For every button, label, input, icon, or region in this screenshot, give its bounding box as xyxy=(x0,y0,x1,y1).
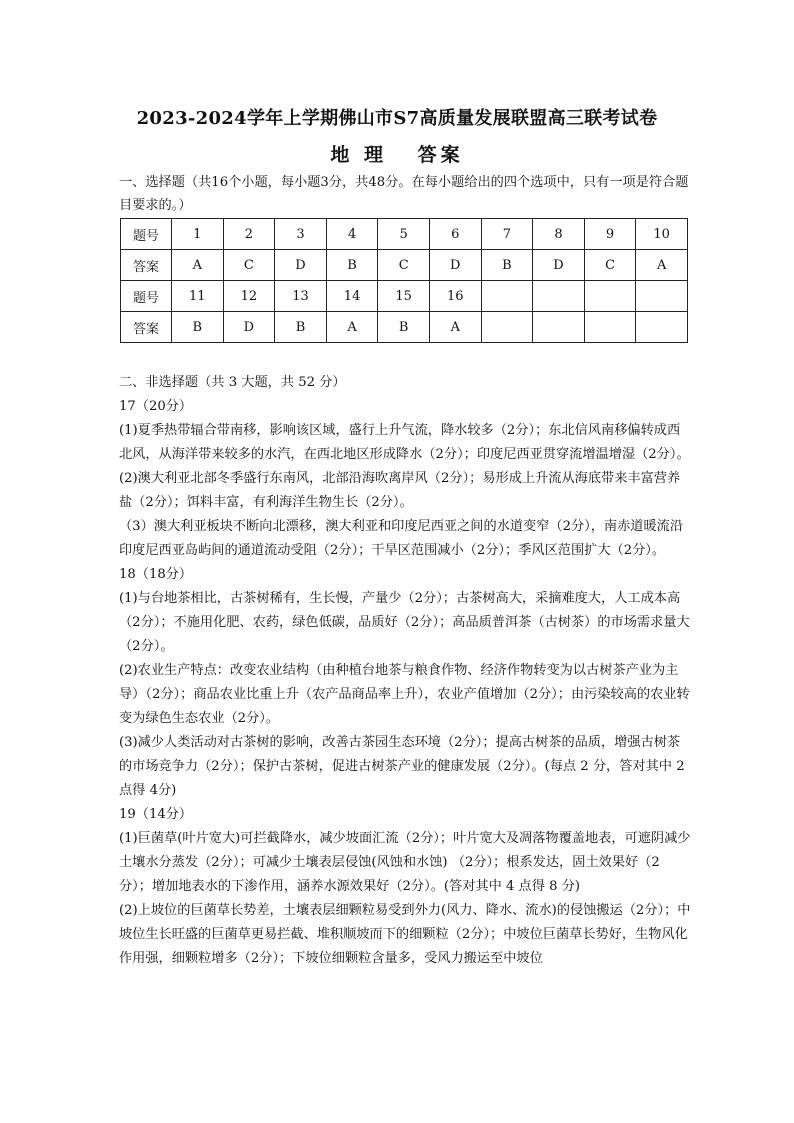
document-subtitle xyxy=(0,140,794,167)
section1-heading: 一、选择题（共16个小题，每小题3分，共48分。在每小题给出的四个选项中，只有一项是符合题目要求的。） xyxy=(119,175,689,213)
question-18-label: 18（18分） xyxy=(119,567,193,582)
table-row xyxy=(121,281,688,312)
answer-cell: D xyxy=(429,250,481,281)
section2-body xyxy=(119,371,691,971)
answer-cell: C xyxy=(223,250,275,281)
question-number xyxy=(481,281,533,312)
question-number: 6 xyxy=(429,219,481,250)
answer-cell: C xyxy=(584,250,636,281)
table-row xyxy=(121,312,688,343)
q18-answer-2: (2)农业生产特点：改变农业结构（由种植台地茶与粮食作物、经济作物转变为以古树茶产业为主导）（2分）；商品农业比重上升（农产品商品率上升），农业产值增加（2分）；由污染较高的农业转变为绿色生态农业（2分）。 xyxy=(119,663,690,726)
row-label-answer: 答案 xyxy=(121,312,172,343)
question-number: 14 xyxy=(326,281,378,312)
section2-heading: 二、非选择题（共 3 大题，共 52 分） xyxy=(119,375,346,390)
answer-cell: D xyxy=(223,312,275,343)
question-number: 5 xyxy=(378,219,430,250)
answer-cell xyxy=(533,312,585,343)
question-number: 7 xyxy=(481,219,533,250)
row-label-number: 题号 xyxy=(121,219,172,250)
question-number: 15 xyxy=(378,281,430,312)
question-number: 11 xyxy=(172,281,224,312)
question-17-label: 17（20分） xyxy=(119,399,193,414)
answer-cell: A xyxy=(172,250,224,281)
row-label-answer: 答案 xyxy=(121,250,172,281)
question-number: 16 xyxy=(429,281,481,312)
question-19-label: 19（14分） xyxy=(119,807,193,822)
answer-cell: D xyxy=(275,250,327,281)
answer-cell: A xyxy=(326,312,378,343)
question-number: 9 xyxy=(584,219,636,250)
question-number: 2 xyxy=(223,219,275,250)
document-title: 2023-2024学年上学期佛山市S7高质量发展联盟高三联考试卷 xyxy=(136,108,658,129)
answer-cell xyxy=(481,312,533,343)
answer-cell xyxy=(636,312,688,343)
q19-answer-1: (1)巨菌草(叶片宽大)可拦截降水，减少坡面汇流（2分）；叶片宽大及凋落物覆盖地表，可遮阴减少土壤水分蒸发（2分）；可减少土壤表层侵蚀(风蚀和水蚀) （2分）；根系发达，固土效果好（2分）；增加地表水的下渗作用，涵养水源效果好（2分）。(答对其中 4 点得 8 分) xyxy=(119,831,691,894)
answer-table xyxy=(120,218,688,343)
question-number xyxy=(636,281,688,312)
answer-cell: B xyxy=(172,312,224,343)
question-number: 12 xyxy=(223,281,275,312)
answer-cell: A xyxy=(636,250,688,281)
q18-answer-3: (3)减少人类活动对古茶树的影响，改善古茶园生态环境（2分）；提高古树茶的品质，增强古树茶的市场竞争力（2分）；保护古茶树，促进古树茶产业的健康发展（2分）。(每点 2 分，答对其中 2点得 4分) xyxy=(119,735,685,798)
q17-answer-1: (1)夏季热带辐合带南移，影响该区域，盛行上升气流，降水较多（2分）；东北信风南移偏转成西北风，从海洋带来较多的水汽，在西北地区形成降水（2分）；印度尼西亚贯穿流增温增湿（2分）。 xyxy=(119,423,690,462)
answer-label: 答案 xyxy=(417,144,464,166)
answer-cell: A xyxy=(429,312,481,343)
q17-answer-3: （3）澳大利亚板块不断向北漂移，澳大利亚和印度尼西亚之间的水道变窄（2分），南赤道暖流沿印度尼西亚岛屿间的通道流动受阻（2分）；干旱区范围减小（2分）；季风区范围扩大（2分）。 xyxy=(119,519,684,558)
answer-cell: B xyxy=(481,250,533,281)
q18-answer-1: (1)与台地茶相比，古茶树稀有，生长慢，产量少（2分）；古茶树高大，采摘难度大，人工成本高（2分）；不施用化肥、农药，绿色低碳，品质好（2分）；高品质普洱茶（古树茶）的市场需求量大（2分）。 xyxy=(119,591,690,654)
answer-cell xyxy=(584,312,636,343)
table-row xyxy=(121,219,688,250)
subject-label: 地 理 xyxy=(330,144,387,166)
answer-cell: B xyxy=(378,312,430,343)
table-row xyxy=(121,250,688,281)
answer-cell: B xyxy=(326,250,378,281)
row-label-number: 题号 xyxy=(121,281,172,312)
answer-cell: B xyxy=(275,312,327,343)
question-number: 10 xyxy=(636,219,688,250)
question-number: 13 xyxy=(275,281,327,312)
answer-cell: C xyxy=(378,250,430,281)
question-number: 3 xyxy=(275,219,327,250)
question-number: 4 xyxy=(326,219,378,250)
question-number xyxy=(533,281,585,312)
question-number: 8 xyxy=(533,219,585,250)
q17-answer-2: (2)澳大利亚北部冬季盛行东南风，北部沿海吹离岸风（2分）；易形成上升流从海底带来丰富营养盐（2分）；饵料丰富，有利海洋生物生长（2分）。 xyxy=(119,471,681,510)
question-number: 1 xyxy=(172,219,224,250)
q19-answer-2: (2)上坡位的巨菌草长势差，土壤表层细颗粒易受到外力(风力、降水、流水)的侵蚀搬运（2分）；中坡位生长旺盛的巨菌草更易拦截、堆积顺坡而下的细颗粒（2分）；中坡位巨菌草长势好，生物风化作用强，细颗粒增多（2分）；下坡位细颗粒含量多，受风力搬运至中坡位 xyxy=(119,903,691,966)
answer-cell: D xyxy=(533,250,585,281)
question-number xyxy=(584,281,636,312)
